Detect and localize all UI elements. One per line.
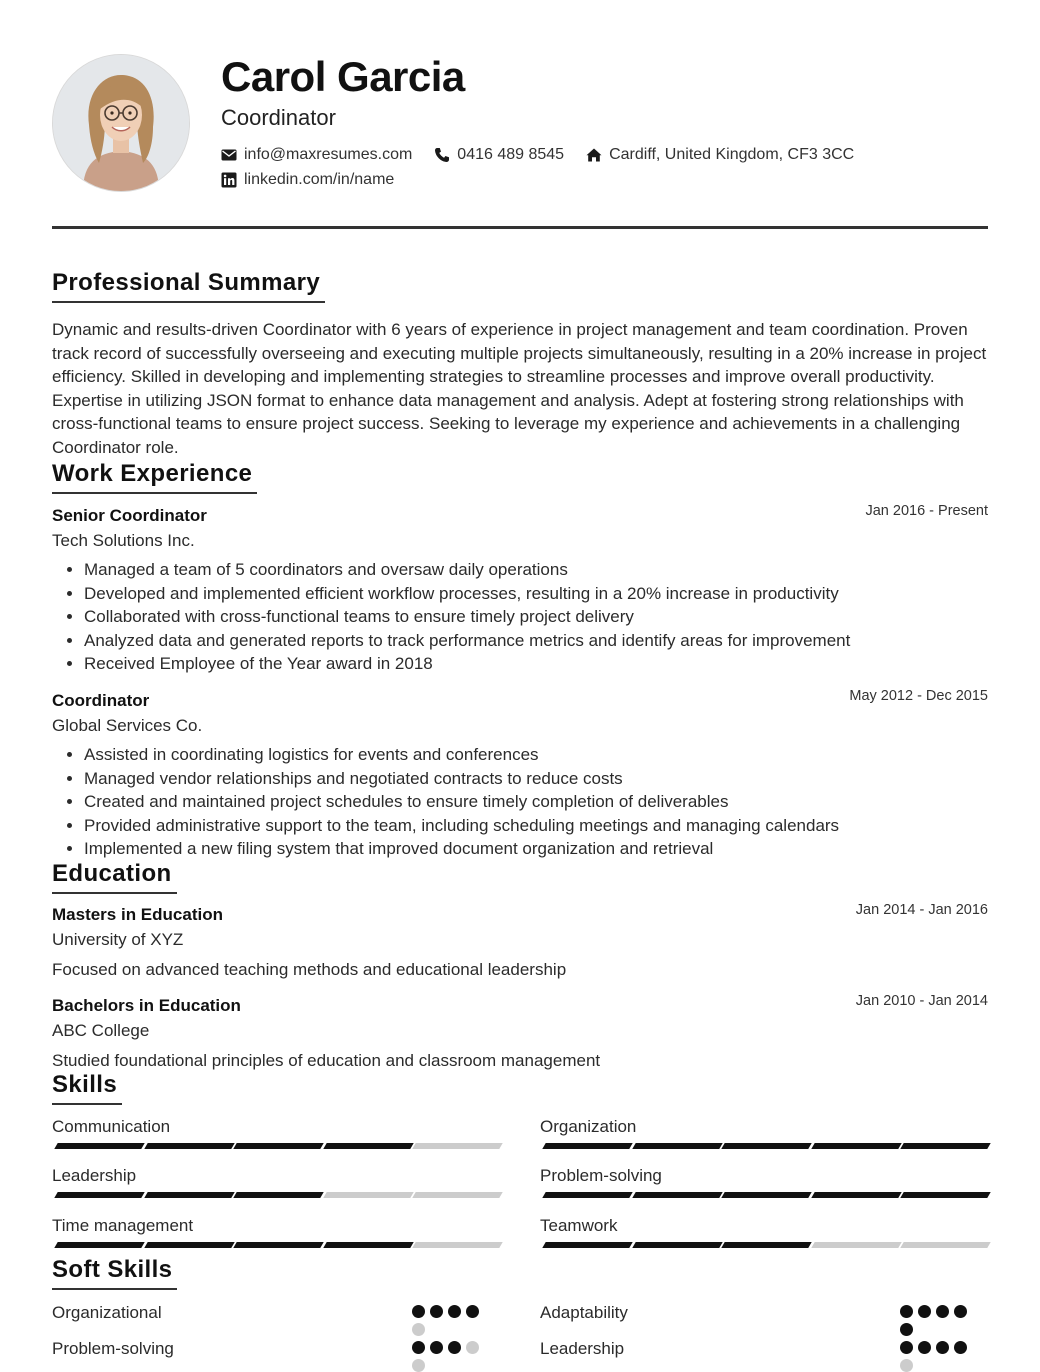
rating-dot-filled <box>936 1305 949 1318</box>
job-bullet: • Assisted in coordinating logistics for events and conferences <box>84 743 988 767</box>
job-bullet: • Created and maintained project schedules to ensure timely completion of deliverables <box>84 790 988 814</box>
skill-segment-filled <box>233 1143 323 1149</box>
skill-segment-filled <box>632 1242 722 1248</box>
section-title-summary: Professional Summary <box>52 268 325 303</box>
candidate-name: Carol Garcia <box>221 53 465 100</box>
job-bullet: • Implemented a new filing system that improved document organization and retrieval <box>84 837 988 861</box>
resume-page <box>52 0 988 1372</box>
profile-photo <box>52 54 190 192</box>
rating-dot-filled <box>900 1323 913 1336</box>
skill-level-bar <box>540 1192 986 1198</box>
rating-dot-filled <box>430 1305 443 1318</box>
skill-name: Communication <box>52 1117 171 1136</box>
job-dates: May 2012 - Dec 2015 <box>849 688 988 704</box>
skill-segment-empty <box>811 1242 901 1248</box>
education-description: Focused on advanced teaching methods and educational leadership <box>52 960 567 979</box>
section-title-education: Education <box>52 859 177 894</box>
skill-level-bar <box>52 1192 498 1198</box>
rating-dot-filled <box>448 1305 461 1318</box>
skill-segment-filled <box>323 1143 413 1149</box>
skill-segment-filled <box>233 1242 323 1248</box>
soft-skill-item <box>540 1338 986 1360</box>
education-dates: Jan 2010 - Jan 2014 <box>855 993 988 1009</box>
contact-linkedin[interactable] <box>221 170 394 190</box>
skill-segment-filled <box>721 1143 811 1149</box>
skill-segment-filled <box>144 1242 234 1248</box>
job-bullets <box>52 558 988 676</box>
candidate-role: Coordinator <box>221 105 336 130</box>
job-dates: Jan 2016 - Present <box>865 503 988 519</box>
skill-segment-empty <box>412 1143 502 1149</box>
home-icon <box>586 147 602 163</box>
skill-segment-filled <box>54 1192 144 1198</box>
education-entry <box>52 904 988 982</box>
section-title-soft-skills: Soft Skills <box>52 1255 177 1290</box>
phone-icon <box>434 147 450 163</box>
job-entry <box>52 690 988 861</box>
job-title: Senior Coordinator <box>52 506 207 525</box>
contact-row <box>221 145 876 165</box>
envelope-icon <box>221 147 237 163</box>
rating-dot-filled <box>448 1341 461 1354</box>
job-bullet: • Analyzed data and generated reports to track performance metrics and identify areas for improvement <box>84 629 988 653</box>
address-text: Cardiff, United Kingdom, CF3 3CC <box>609 146 855 163</box>
skill-level-bar <box>540 1143 986 1149</box>
rating-dot-filled <box>954 1305 967 1318</box>
rating-dot-filled <box>412 1341 425 1354</box>
linkedin-text: linkedin.com/in/name <box>244 171 395 188</box>
header-divider <box>52 226 988 229</box>
soft-skill-name: Problem-solving <box>52 1339 174 1358</box>
job-bullet: • Collaborated with cross-functional teams to ensure timely project delivery <box>84 605 988 629</box>
skill-segment-filled <box>54 1242 144 1248</box>
rating-dot-filled <box>412 1305 425 1318</box>
job-company: Tech Solutions Inc. <box>52 531 195 550</box>
skill-level-bar <box>52 1143 498 1149</box>
education-school: University of XYZ <box>52 930 184 949</box>
skill-segment-empty <box>412 1192 502 1198</box>
rating-dot-empty <box>412 1359 425 1372</box>
soft-skill-name: Organizational <box>52 1303 162 1322</box>
rating-dot-filled <box>430 1341 443 1354</box>
skill-name: Organization <box>540 1117 637 1136</box>
contact-row-secondary <box>221 170 416 190</box>
job-entry <box>52 505 988 676</box>
soft-skill-item <box>52 1302 498 1324</box>
skill-name: Teamwork <box>540 1216 618 1235</box>
soft-skill-name: Adaptability <box>540 1303 628 1322</box>
soft-skill-item <box>52 1338 498 1360</box>
skill-segment-filled <box>811 1143 901 1149</box>
skill-segment-filled <box>632 1143 722 1149</box>
soft-skill-item <box>540 1302 986 1324</box>
education-entry <box>52 995 988 1073</box>
rating-dot-empty <box>412 1323 425 1336</box>
skill-segment-filled <box>811 1192 901 1198</box>
rating-dot-filled <box>918 1305 931 1318</box>
summary-text: Dynamic and results-driven Coordinator with 6 years of experience in project management and team coordination. Proven track record of successfully overseeing and executing multiple projects simultaneously, resulting in a 20% increase in project efficiency. Skilled in developing and implementing strategies to streamline processes and improve overall productivity. Expertise in utilizing JSON format to enhance data management and analysis. Adept at fostering strong relationships with cross-functional teams to ensure project success. Seeking to leverage my experience and achievements in a challenging Coordinator role. <box>52 320 987 457</box>
skill-segment-empty <box>323 1192 413 1198</box>
skill-item <box>540 1165 986 1187</box>
skill-segment-filled <box>233 1192 323 1198</box>
rating-dot-filled <box>900 1305 913 1318</box>
skill-segment-filled <box>542 1143 632 1149</box>
skill-item <box>52 1215 498 1237</box>
profile-photo-illustration <box>53 55 189 191</box>
job-title: Coordinator <box>52 691 150 710</box>
skill-segment-empty <box>412 1242 502 1248</box>
education-description: Studied foundational principles of education and classroom management <box>52 1051 601 1070</box>
skill-item <box>52 1116 498 1138</box>
contact-email[interactable] <box>221 145 412 165</box>
education-school: ABC College <box>52 1021 150 1040</box>
section-title-skills: Skills <box>52 1070 122 1105</box>
skill-item <box>540 1116 986 1138</box>
skill-segment-filled <box>54 1143 144 1149</box>
education-dates: Jan 2014 - Jan 2016 <box>855 902 988 918</box>
education-degree: Bachelors in Education <box>52 996 241 1015</box>
job-bullet: • Received Employee of the Year award in 2018 <box>84 652 988 676</box>
rating-dot-filled <box>936 1341 949 1354</box>
skill-segment-empty <box>900 1242 990 1248</box>
email-text: info@maxresumes.com <box>244 146 413 163</box>
job-bullet: • Managed vendor relationships and negotiated contracts to reduce costs <box>84 767 988 791</box>
skill-item <box>540 1215 986 1237</box>
skill-segment-filled <box>721 1242 811 1248</box>
skill-name: Leadership <box>52 1166 137 1185</box>
skill-segment-filled <box>323 1242 413 1248</box>
rating-dot-empty <box>900 1359 913 1372</box>
skill-item <box>52 1165 498 1187</box>
phone-text: 0416 489 8545 <box>457 146 565 163</box>
skill-segment-filled <box>542 1192 632 1198</box>
job-bullet: • Provided administrative support to the team, including scheduling meetings and managing calendars <box>84 814 988 838</box>
job-bullets <box>52 743 988 861</box>
skill-segment-filled <box>542 1242 632 1248</box>
skill-segment-filled <box>144 1192 234 1198</box>
linkedin-icon <box>221 172 237 188</box>
contact-phone[interactable] <box>434 145 564 165</box>
contact-address <box>586 145 854 165</box>
rating-dot-filled <box>900 1341 913 1354</box>
rating-dot-empty <box>466 1341 479 1354</box>
rating-dot-filled <box>466 1305 479 1318</box>
skill-segment-filled <box>632 1192 722 1198</box>
skill-level-bar <box>52 1242 498 1248</box>
rating-dot-filled <box>954 1341 967 1354</box>
rating-dot-filled <box>918 1341 931 1354</box>
skill-segment-filled <box>900 1192 990 1198</box>
skill-segment-filled <box>721 1192 811 1198</box>
soft-skill-name: Leadership <box>540 1339 625 1358</box>
job-company: Global Services Co. <box>52 716 203 735</box>
job-bullet: • Developed and implemented efficient workflow processes, resulting in a 20% increase in productivity <box>84 582 988 606</box>
skill-name: Problem-solving <box>540 1166 662 1185</box>
skill-level-bar <box>540 1242 986 1248</box>
skill-name: Time management <box>52 1216 194 1235</box>
skill-segment-filled <box>900 1143 990 1149</box>
education-degree: Masters in Education <box>52 905 223 924</box>
section-title-work: Work Experience <box>52 459 257 494</box>
job-bullet: • Managed a team of 5 coordinators and oversaw daily operations <box>84 558 988 582</box>
skill-segment-filled <box>144 1143 234 1149</box>
